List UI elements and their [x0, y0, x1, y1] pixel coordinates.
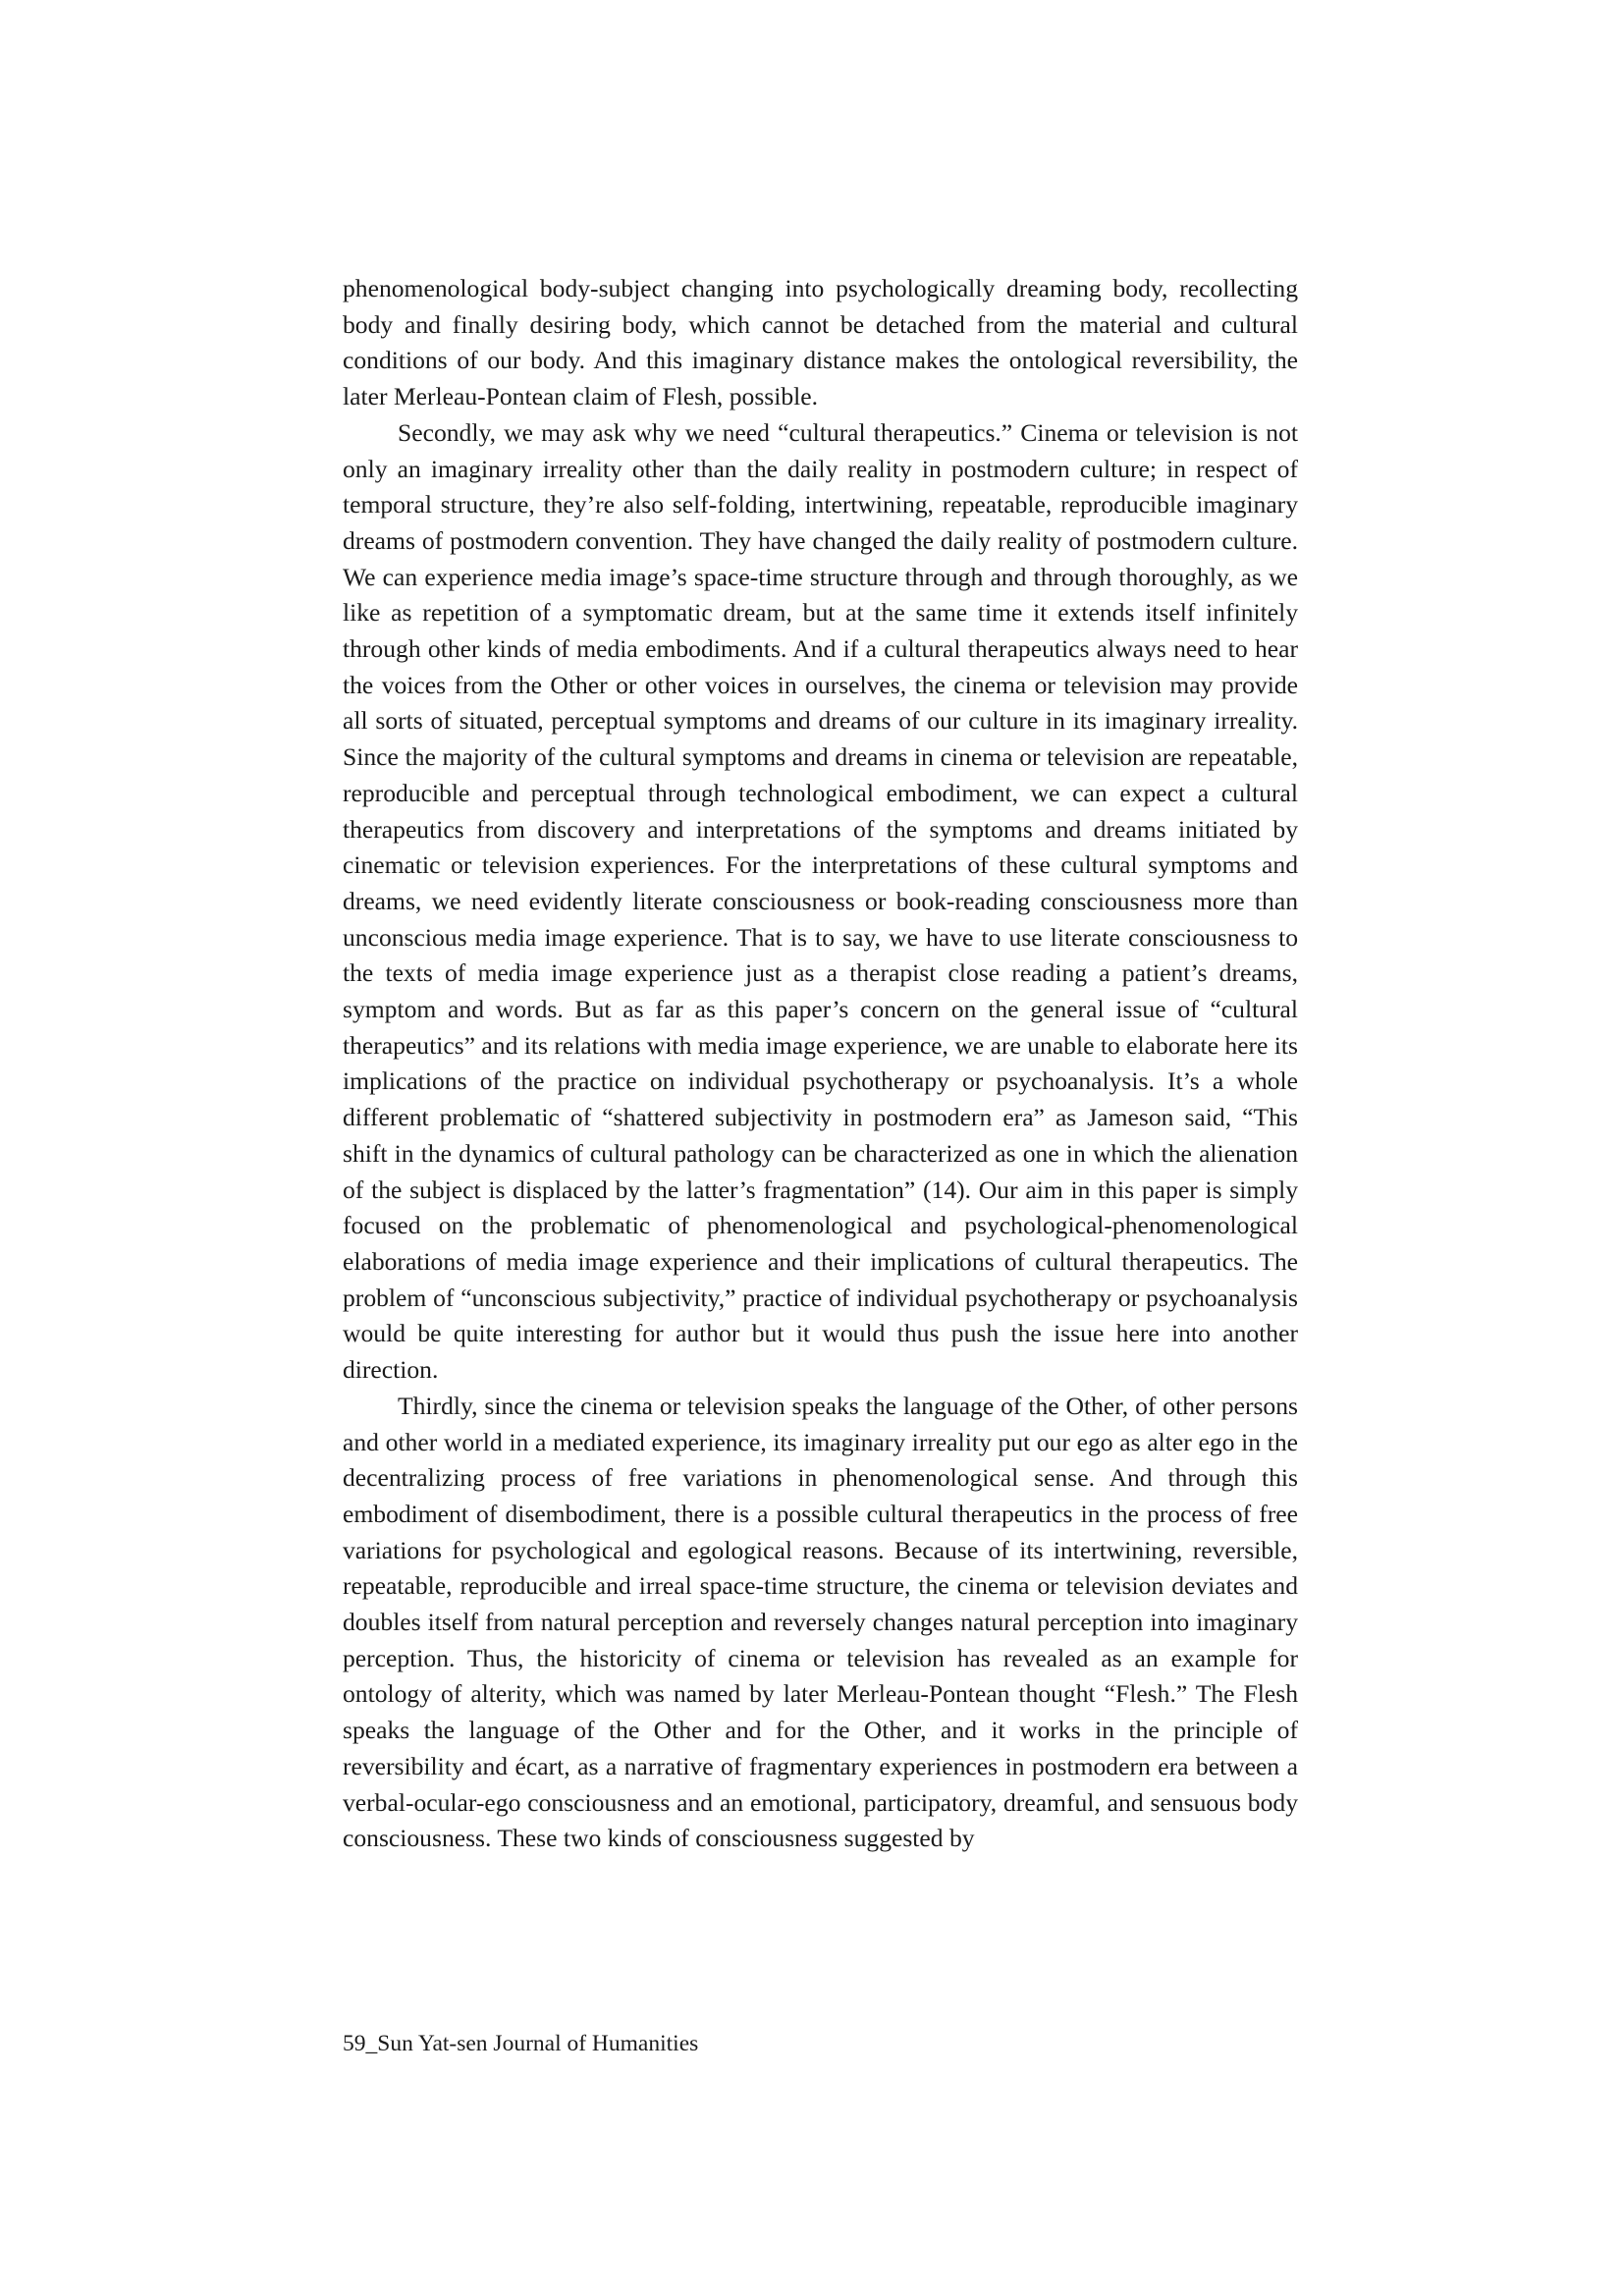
- page-footer: 59_Sun Yat-sen Journal of Humanities: [343, 2031, 699, 2056]
- body-text: [343, 271, 1298, 1857]
- paragraph-continued: phenomenological body-subject changing into psychologically dreaming body, recollecting body and finally desiring body, which cannot be detached from the material and cultural conditions of our body. And this imaginary distance makes the ontological reversibility, the later Merleau-Pontean claim of Flesh, possible.: [343, 274, 1298, 411]
- paragraph-secondly: Secondly, we may ask why we need “cultural therapeutics.” Cinema or television is not only an imaginary irreality other than the daily reality in postmodern culture; in respect of temporal structure, they’re also self-folding, intertwining, repeatable, reproducible imaginary dreams of postmodern convention. They have changed the daily reality of postmodern culture. We can experience media image’s space-time structure through and through thoroughly, as we like as repetition of a symptomatic dream, but at the same time it extends itself infinitely through other kinds of media embodiments. And if a cultural therapeutics always need to hear the voices from the Other or other voices in ourselves, the cinema or television may provide all sorts of situated, perceptual symptoms and dreams of our culture in its imaginary irreality. Since the majority of the cultural symptoms and dreams in cinema or television are repeatable, reproducible and perceptual through technological embodiment, we can expect a cultural therapeutics from discovery and interpretations of the symptoms and dreams initiated by cinematic or television experiences. For the interpretations of these cultural symptoms and dreams, we need evidently literate consciousness or book-reading consciousness more than unconscious media image experience. That is to say, we have to use literate consciousness to the texts of media image experience just as a therapist close reading a patient’s dreams, symptom and words. But as far as this paper’s concern on the general issue of “cultural therapeutics” and its relations with media image experience, we are unable to elaborate here its implications of the practice on individual psychotherapy or psychoanalysis. It’s a whole different problematic of “shattered subjectivity in postmodern era” as Jameson said, “This shift in the dynamics of cultural pathology can be characterized as one in which the alienation of the subject is displaced by the latter’s fragmentation” (14). Our aim in this paper is simply focused on the problematic of phenomenological and psychological-phenomenological elaborations of media image experience and their implications of cultural therapeutics. The problem of “unconscious subjectivity,” practice of individual psychotherapy or psychoanalysis would be quite interesting for author but it would thus push the issue here into another direction.: [343, 417, 1298, 1385]
- paragraph-thirdly: Thirdly, since the cinema or television speaks the language of the Other, of other persons and other world in a mediated experience, its imaginary irreality put our ego as alter ego in the decentralizing process of free variations in phenomenological sense. And through this embodiment of disembodiment, there is a possible cultural therapeutics in the process of free variations for psychological and egological reasons. Because of its intertwining, reversible, repeatable, reproducible and irreal space-time structure, the cinema or television deviates and doubles itself from natural perception and reversely changes natural perception into imaginary perception. Thus, the historicity of cinema or television has revealed as an example for ontology of alterity, which was named by later Merleau-Pontean thought “Flesh.” The Flesh speaks the language of the Other and for the Other, and it works in the principle of reversibility and écart, as a narrative of fragmentary experiences in postmodern era between a verbal-ocular-ego consciousness and an emotional, participatory, dreamful, and sensuous body consciousness. These two kinds of consciousness suggested by: [343, 1391, 1298, 1853]
